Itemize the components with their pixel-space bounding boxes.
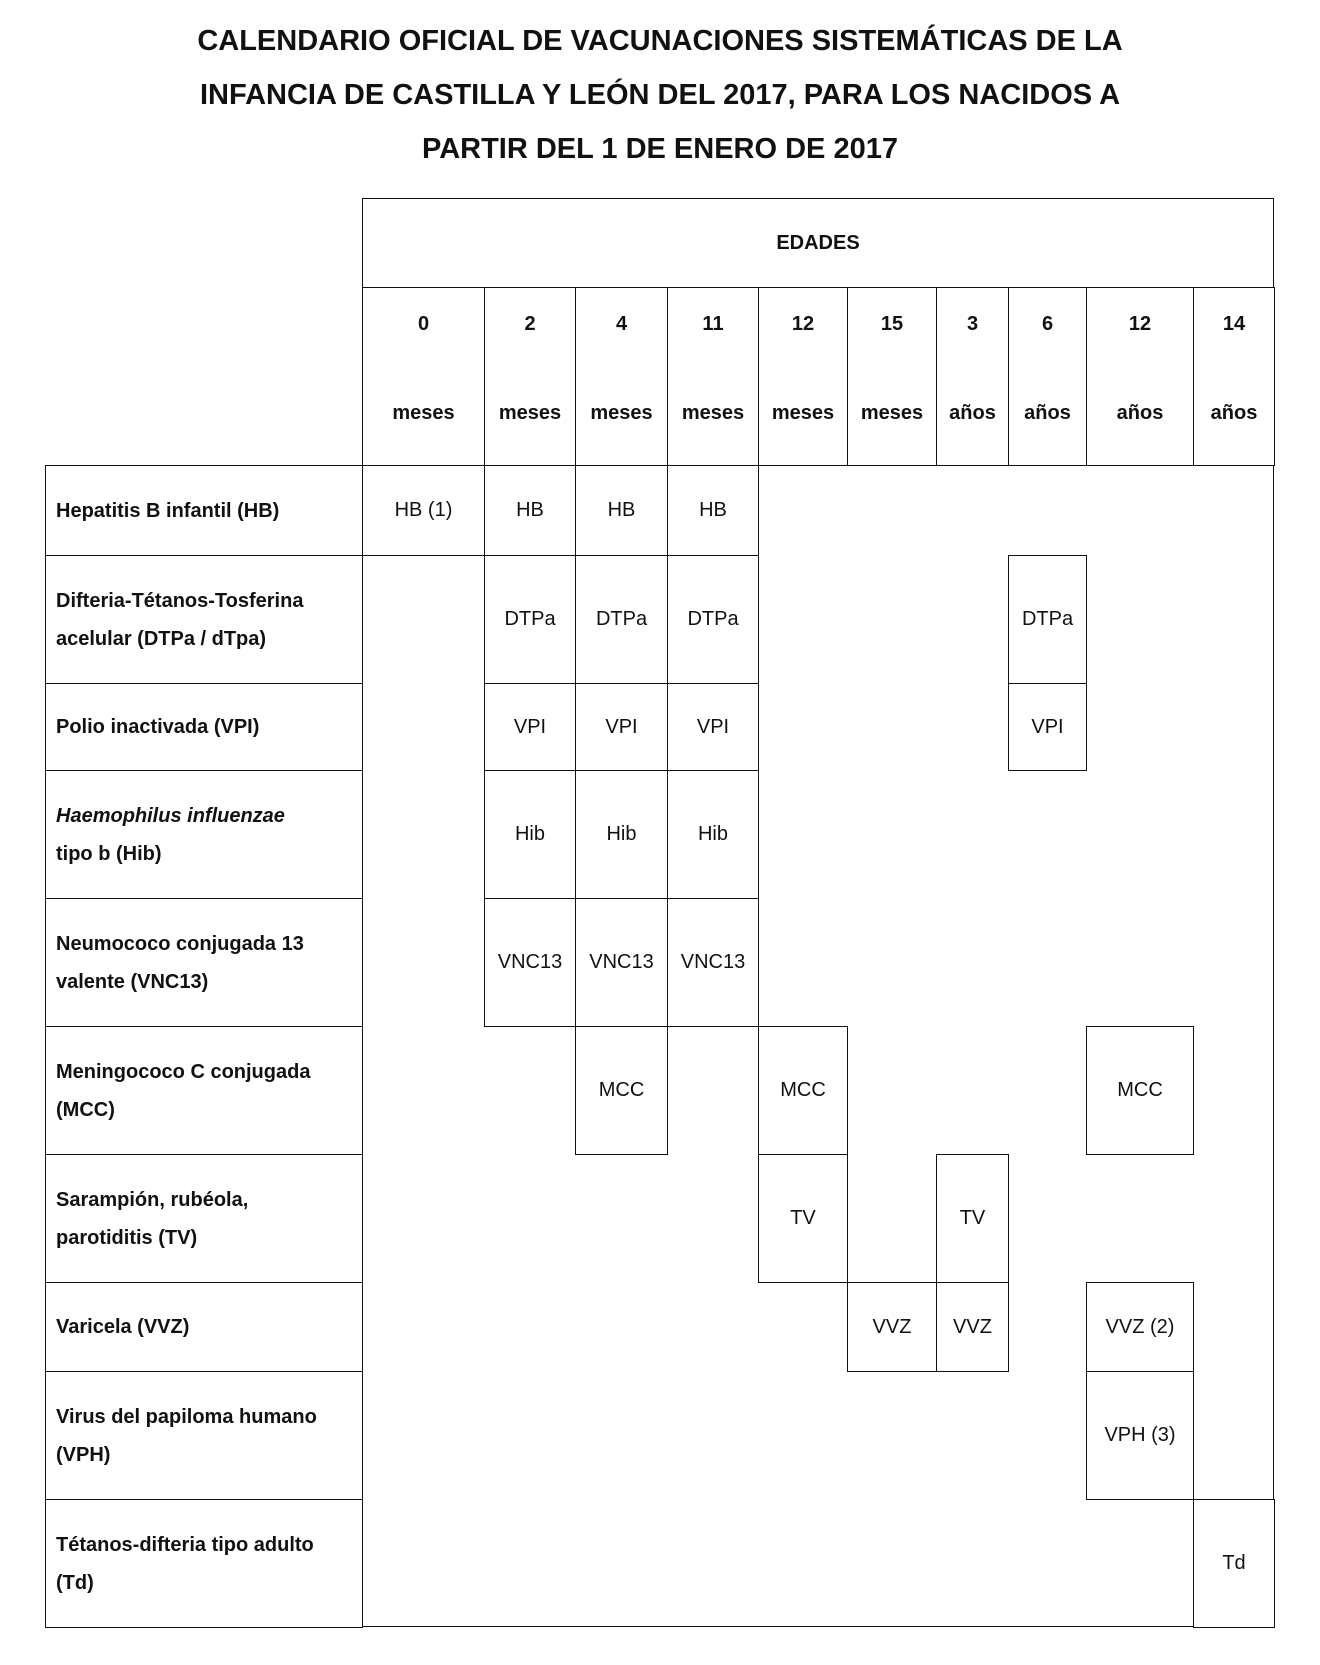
dose-cell-hb: HB (484, 465, 576, 556)
vaccine-name-line: Sarampión, rubéola, (56, 1188, 249, 1211)
vaccine-name-text (56, 1398, 317, 1474)
age-unit: meses (771, 402, 835, 424)
age-unit: meses (392, 402, 455, 424)
dose-cell-mcc: MCC (758, 1026, 848, 1155)
vaccine-name-line: Difteria-Tétanos-Tosferina (56, 589, 304, 612)
dose-cell-hb: HB (575, 465, 668, 556)
title-line-3: PARTIR DEL 1 DE ENERO DE 2017 (422, 133, 898, 165)
vaccine-name-line: Polio inactivada (VPI) (56, 716, 260, 738)
age-number: 3 (966, 313, 979, 335)
age-unit: meses (590, 402, 653, 424)
vaccine-name-text (56, 1053, 310, 1129)
age-column-header (936, 287, 1009, 466)
dose-cell-hb: HB (667, 465, 759, 556)
vaccine-name-tv (45, 1154, 363, 1283)
age-number: 12 (791, 313, 815, 335)
vaccine-name-text (56, 582, 303, 658)
age-number: 12 (1128, 313, 1152, 335)
dose-cell-vvz: VVZ (2) (1086, 1282, 1194, 1372)
vaccine-name-line: (MCC) (56, 1098, 115, 1121)
age-column-header (758, 287, 848, 466)
vaccine-name-text (56, 1181, 248, 1257)
dose-cell-tv: TV (936, 1154, 1009, 1283)
dose-cell-vvz: VVZ (936, 1282, 1009, 1372)
age-unit: meses (498, 402, 562, 424)
dose-cell-vnc13: VNC13 (484, 898, 576, 1027)
dose-cell-vpi: VPI (667, 683, 759, 771)
vaccine-name-line: Neumococo conjugada 13 (56, 932, 304, 955)
dose-cell-vnc13: VNC13 (575, 898, 668, 1027)
ages-header: EDADES (362, 198, 1274, 288)
dose-cell-mcc: MCC (575, 1026, 668, 1155)
age-number: 6 (1041, 313, 1054, 335)
vaccine-name-line: (Td) (56, 1571, 94, 1594)
vaccine-name-line: Virus del papiloma humano (56, 1405, 317, 1428)
vaccine-name-dtpa (45, 555, 363, 684)
vaccine-name-line: (VPH) (56, 1443, 111, 1466)
vaccine-name-vnc13 (45, 898, 363, 1027)
dose-cell-vph: VPH (3) (1086, 1371, 1194, 1500)
vaccine-name-text (56, 492, 279, 530)
vaccine-name-line: parotiditis (TV) (56, 1226, 198, 1249)
dose-cell-hib: Hib (484, 770, 576, 899)
vaccine-name-line: Haemophilus influenzae (56, 804, 285, 827)
vaccine-name-mcc (45, 1026, 363, 1155)
dose-cell-hib: Hib (575, 770, 668, 899)
age-unit: años (1210, 402, 1258, 424)
dose-cell-hb: HB (1) (362, 465, 485, 556)
dose-cell-vpi: VPI (484, 683, 576, 771)
age-unit: años (1024, 402, 1071, 424)
vaccine-name-hb (45, 465, 363, 556)
dose-cell-dtpa: DTPa (484, 555, 576, 684)
dose-cell-dtpa: DTPa (1008, 555, 1087, 684)
age-unit: años (949, 402, 996, 424)
dose-cell-vpi: VPI (575, 683, 668, 771)
dose-cell-dtpa: DTPa (667, 555, 759, 684)
vaccine-name-line: Hepatitis B infantil (HB) (56, 499, 280, 522)
age-column-header (667, 287, 759, 466)
title-line-2: INFANCIA DE CASTILLA Y LEÓN DEL 2017, PARA LOS NACIDOS A (199, 79, 1121, 111)
age-number: 11 (702, 313, 724, 335)
vaccine-name-vpi (45, 683, 363, 771)
age-column-header (575, 287, 668, 466)
vaccine-name-line: acelular (DTPa / dTpa) (56, 627, 267, 650)
vaccine-name-text (56, 925, 304, 1001)
age-column-header (847, 287, 937, 466)
age-number: 4 (615, 313, 628, 335)
vaccine-name-vph (45, 1371, 363, 1500)
age-number: 2 (524, 313, 536, 335)
age-unit: meses (860, 402, 924, 424)
age-number: 14 (1222, 313, 1246, 335)
vaccine-name-text (56, 1308, 189, 1346)
age-column-header (1008, 287, 1087, 466)
vaccine-name-line: Tétanos-difteria tipo adulto (56, 1533, 314, 1556)
vaccine-name-line: Meningococo C conjugada (56, 1060, 311, 1083)
age-column-header (362, 287, 485, 466)
vaccine-name-text (56, 1526, 314, 1602)
vaccine-name-line: valente (VNC13) (56, 970, 209, 993)
vaccine-name-td (45, 1499, 363, 1628)
dose-cell-hib: Hib (667, 770, 759, 899)
age-number: 0 (417, 313, 430, 335)
age-unit: meses (681, 402, 745, 424)
vaccine-name-text (56, 708, 259, 746)
dose-cell-td: Td (1193, 1499, 1275, 1628)
vaccine-name-line: Varicela (VVZ) (56, 1316, 190, 1338)
dose-cell-mcc: MCC (1086, 1026, 1194, 1155)
vaccine-name-text (56, 797, 285, 873)
vaccine-name-hib (45, 770, 363, 899)
age-column-header (484, 287, 576, 466)
age-column-header (1086, 287, 1194, 466)
age-unit: años (1116, 402, 1164, 424)
dose-cell-dtpa: DTPa (575, 555, 668, 684)
age-number: 15 (880, 313, 904, 335)
age-column-header (1193, 287, 1275, 466)
vaccine-name-vvz (45, 1282, 363, 1372)
vaccine-name-line: tipo b (Hib) (56, 842, 162, 865)
dose-cell-vvz: VVZ (847, 1282, 937, 1372)
dose-cell-vpi: VPI (1008, 683, 1087, 771)
dose-cell-vnc13: VNC13 (667, 898, 759, 1027)
title-line-1: CALENDARIO OFICIAL DE VACUNACIONES SISTEMÁTICAS DE LA (197, 25, 1123, 57)
dose-cell-tv: TV (758, 1154, 848, 1283)
